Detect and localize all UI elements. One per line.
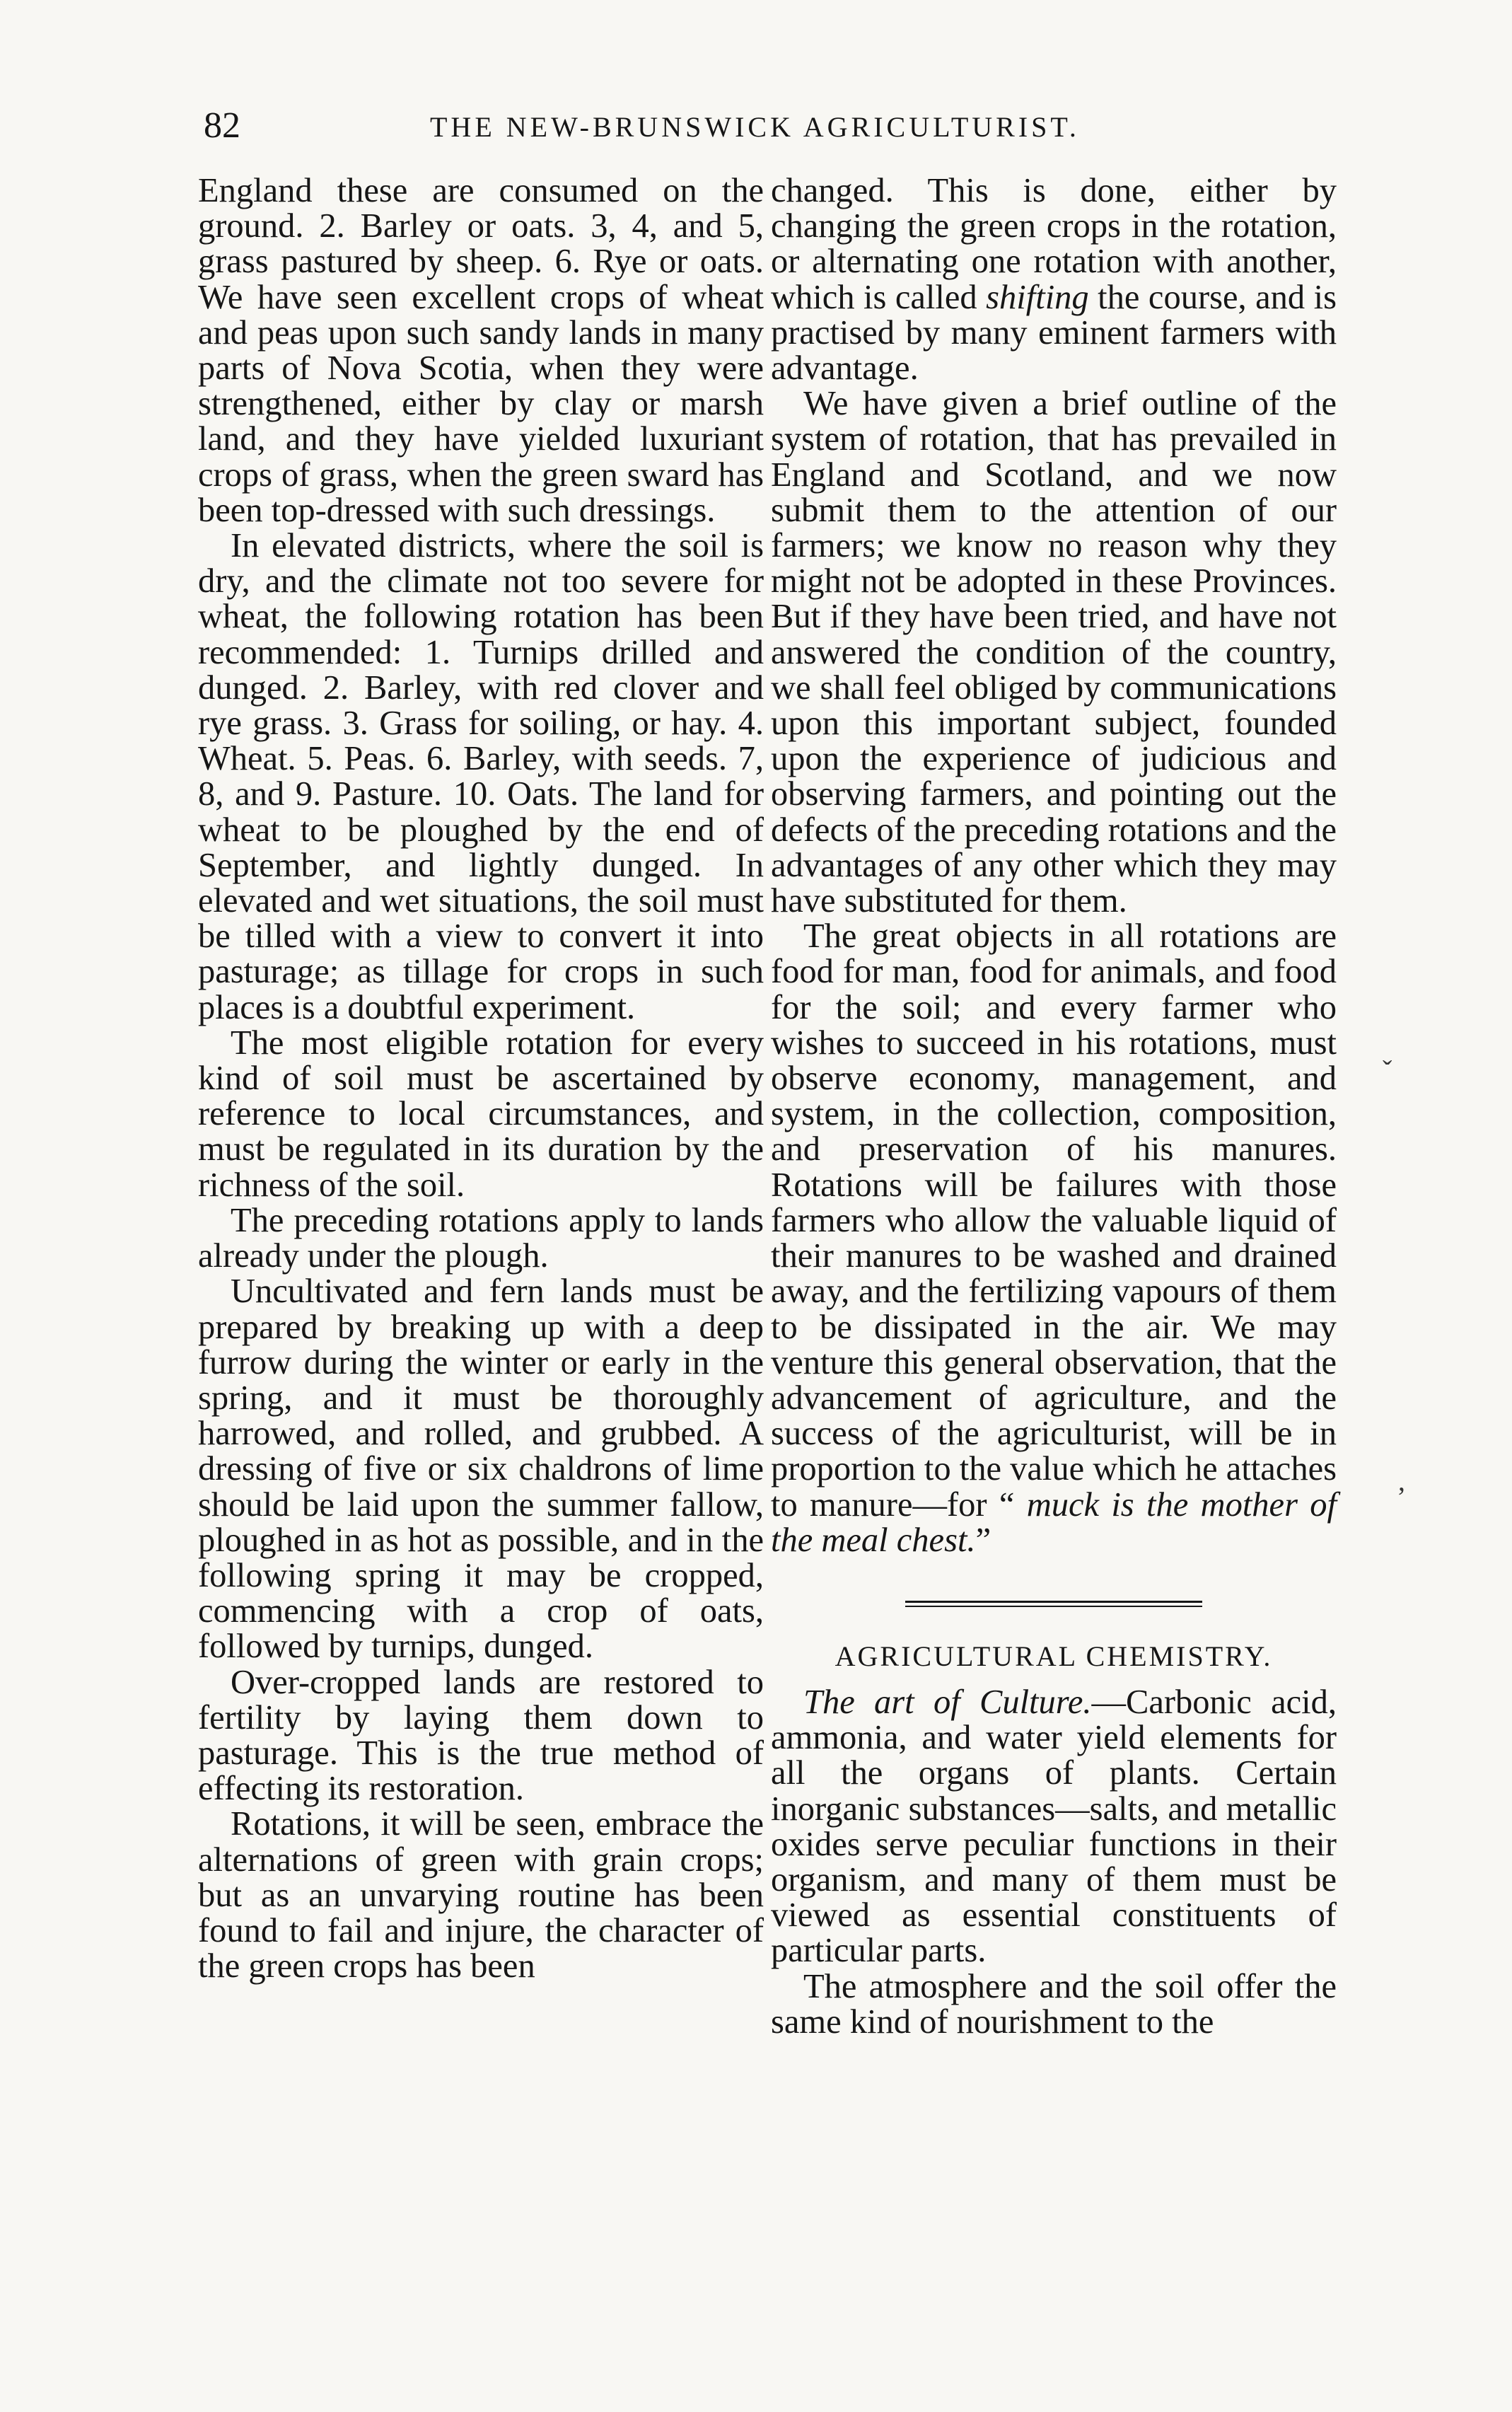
text-run: —Carbonic acid, ammonia, and water yield elements for all the organs of plants. Certain inorganic substances—salts, and metallic oxides serve peculiar functions in their organism, and many of them must be viewed as essential constituents of particular parts. xyxy=(771,1683,1337,1970)
margin-mark: ‚ xyxy=(1397,1465,1407,1497)
section-divider xyxy=(905,1601,1202,1607)
section-heading: AGRICULTURAL CHEMISTRY. xyxy=(834,1640,1273,1672)
paragraph: England these are consumed on the ground. 2. Barley or oats. 3, 4, and 5, grass pastured by sheep. 6. Rye or oats. We have seen excellent crops of wheat and peas upon such sandy lands in many parts of Nova Scotia, when they were strengthened, either by clay or marsh land, and they have yielded luxuriant crops of grass, when the green sward has been top-dressed with such dressings. xyxy=(198,172,764,529)
italic-text: muck is the mother of the meal chest. xyxy=(771,1485,1337,1559)
paragraph: The most eligible rotation for every kind of soil must be ascertained by reference to local circumstances, and must be regulated in its duration by the richness of the soil. xyxy=(198,1024,764,1204)
paragraph: We have given a brief outline of the system of rotation, that has prevailed in England and Scotland, and we now submit them to the attention of our farmers; we know no reason why they might not be adopted in these Provinces. But if they have been tried, and have not answered the condition of the country, we shall feel obliged by communications upon this important subject, founded upon the experience of judicious and observing farmers, and pointing out the defects of the preceding rotations and the advantages of any other which they may have substituted for them. xyxy=(771,385,1337,920)
italic-text: shifting xyxy=(986,278,1089,316)
right-column xyxy=(771,173,1337,2040)
paragraph: Over-cropped lands are restored to fertility by laying them down to pasturage. This is the true method of effecting its restoration. xyxy=(198,1663,764,1808)
text-run: changed. This is done, either by changing the green crops in the rotation, or alternating one rotation with another, which is called xyxy=(771,172,1337,316)
paragraph xyxy=(771,919,1337,1558)
italic-text: The art of Culture. xyxy=(803,1683,1092,1721)
text-run: ” xyxy=(975,1521,991,1559)
paragraph xyxy=(771,1685,1337,1969)
paragraph: In elevated districts, where the soil is dry, and the climate not too severe for wheat, the following rotation has been recommended: 1. Turnips drilled and dunged. 2. Barley, with red clover and rye grass. 3. Grass for soiling, or hay. 4. Wheat. 5. Peas. 6. Barley, with seeds. 7, 8, and 9. Pasture. 10. Oats. The land for wheat to be ploughed by the end of September, and lightly dunged. In elevated and wet situations, the soil must be tilled with a view to convert it into pasturage; as tillage for crops in such places is a doubtful experiment. xyxy=(198,527,764,1026)
page-number: 82 xyxy=(204,105,240,146)
left-column xyxy=(198,173,764,1984)
margin-mark: ˇ xyxy=(1383,1055,1392,1086)
paragraph: The atmosphere and the soil offer the same kind of nourishment to the xyxy=(771,1967,1337,2041)
paragraph: Rotations, it will be seen, embrace the alternations of green with grain crops; but as an unvarying routine has been found to fail and injure, the character of the green crops has been xyxy=(198,1805,764,1985)
paragraph: The preceding rotations apply to lands already under the plough. xyxy=(198,1201,764,1275)
text-run: the course, and is practised by many eminent farmers with advantage. xyxy=(771,278,1337,388)
paragraph: Uncultivated and fern lands must be prepared by breaking up with a deep furrow during the winter or early in the spring, and it must be thoroughly harrowed, and rolled, and grubbed. A dressing of five or six chaldrons of lime should be laid upon the summer fallow, ploughed in as hot as possible, and in the following spring it may be cropped, commencing with a crop of oats, followed by turnips, dunged. xyxy=(198,1272,764,1666)
text-run: The great objects in all rotations are food for man, food for animals, and food for the soil; and every farmer who wishes to succeed in his rotations, must observe economy, management, and system, in the collection, composition, and preservation of his manures. Rotations will be failures with those farmers who allow the valuable liquid of their manures to be washed and drained away, and the fertilizing vapours of them to be dissipated in the air. We may venture this general observation, that the advancement of agriculture, and the success of the agriculturist, will be in proportion to the value which he attaches to manure—for “ xyxy=(771,917,1337,1524)
running-title: THE NEW-BRUNSWICK AGRICULTURIST. xyxy=(430,111,1080,143)
paragraph xyxy=(771,173,1337,386)
page-header xyxy=(190,103,1315,160)
